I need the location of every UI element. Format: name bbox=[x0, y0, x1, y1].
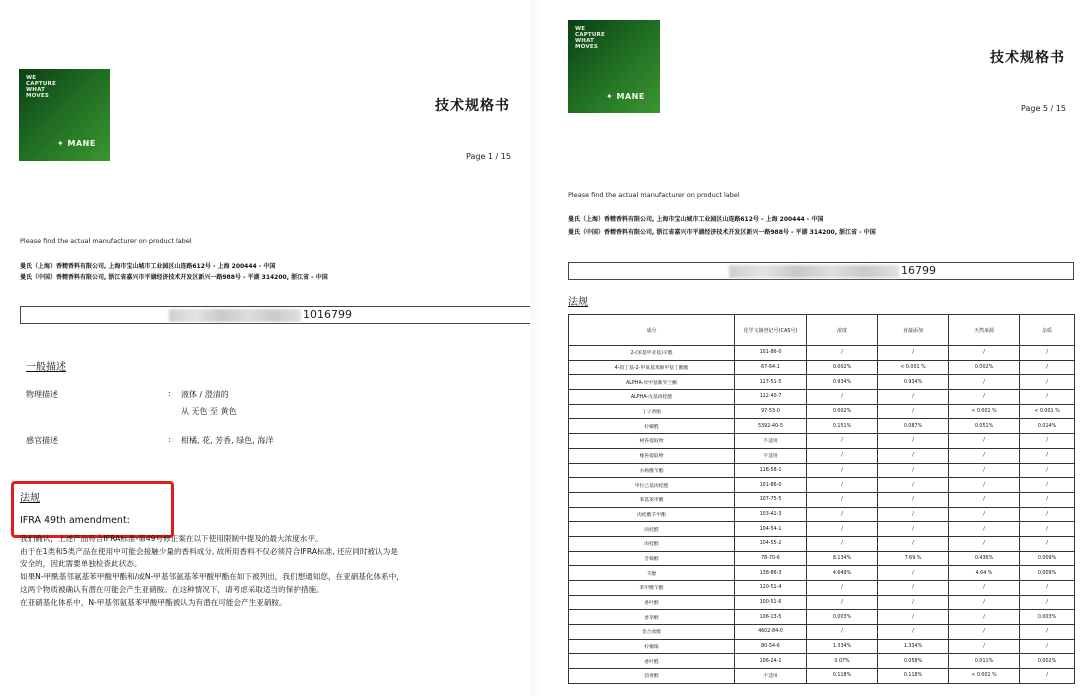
cell-natural: / bbox=[949, 375, 1020, 390]
cell-direct: / bbox=[878, 581, 949, 596]
cell-concentration: 8.134% bbox=[807, 551, 878, 566]
cell-impurity: / bbox=[1020, 492, 1075, 507]
cell-ingredient: ALPHA-异甲基紫罗兰酮 bbox=[569, 375, 735, 390]
cell-ingredient: 柠檬烯 bbox=[569, 639, 735, 654]
cell-cas: 5392-40-5 bbox=[735, 419, 807, 434]
sensory-value: 柑橘, 花, 芳香, 绿色, 海洋 bbox=[181, 436, 274, 445]
cell-natural: / bbox=[949, 610, 1020, 625]
cell-concentration: / bbox=[807, 463, 878, 478]
cell-concentration: / bbox=[807, 434, 878, 449]
cell-ingredient: 苯甲酸苄酯 bbox=[569, 581, 735, 596]
cell-direct: / bbox=[878, 390, 949, 405]
compliance-line-2: 由于在1类和5类产品在使用中可能会接触少量的香料成分, 故所用香料不仅必须符合IFRA标准, 还应同时被认为是 bbox=[20, 547, 398, 556]
cell-cas: 78-70-6 bbox=[735, 551, 807, 566]
manufacturer-note: Please find the actual manufacturer on product label bbox=[568, 191, 740, 199]
table-row bbox=[569, 390, 1075, 405]
cell-natural: / bbox=[949, 625, 1020, 640]
cell-impurity: / bbox=[1020, 669, 1075, 684]
cell-direct: / bbox=[878, 346, 949, 361]
cell-cas: 103-41-3 bbox=[735, 507, 807, 522]
cell-ingredient: 苄醇 bbox=[569, 566, 735, 581]
cell-concentration: / bbox=[807, 522, 878, 537]
cell-natural: / bbox=[949, 581, 1020, 596]
colon: : bbox=[168, 389, 171, 398]
table-row bbox=[569, 595, 1075, 610]
header-cas: 化学文摘登记号(CAS号) bbox=[735, 315, 807, 346]
table-row bbox=[569, 448, 1075, 463]
cell-concentration: 0.002% bbox=[807, 360, 878, 375]
header-direct-addition: 直接添加 bbox=[878, 315, 949, 346]
cell-cas: 106-13-5 bbox=[735, 610, 807, 625]
cell-impurity: / bbox=[1020, 390, 1075, 405]
cell-natural: < 0.001 % bbox=[949, 669, 1020, 684]
page-number: Page 5 / 15 bbox=[1021, 104, 1066, 113]
cell-natural: / bbox=[949, 463, 1020, 478]
regulation-heading: 法规 bbox=[568, 297, 588, 308]
cell-cas: 不适用 bbox=[735, 448, 807, 463]
cell-impurity: / bbox=[1020, 448, 1075, 463]
cell-natural: / bbox=[949, 390, 1020, 405]
redaction-blur bbox=[169, 309, 301, 322]
cell-direct: / bbox=[878, 448, 949, 463]
page-gutter bbox=[530, 0, 540, 696]
cell-ingredient: 肉桂酸苄甲酯 bbox=[569, 507, 735, 522]
cell-impurity: / bbox=[1020, 595, 1075, 610]
cell-impurity: 0.009% bbox=[1020, 566, 1075, 581]
cell-ingredient: 香叶醛 bbox=[569, 654, 735, 669]
cell-natural: 0.436% bbox=[949, 551, 1020, 566]
logo-brand: ✦ MANE bbox=[57, 139, 96, 148]
cell-ingredient: 金合欢醇 bbox=[569, 625, 735, 640]
cell-ingredient: 树苔提取物 bbox=[569, 434, 735, 449]
cell-concentration: / bbox=[807, 507, 878, 522]
cell-impurity: / bbox=[1020, 507, 1075, 522]
cell-direct: / bbox=[878, 478, 949, 493]
cell-direct: 1.334% bbox=[878, 639, 949, 654]
cell-concentration: 0.934% bbox=[807, 375, 878, 390]
table-row bbox=[569, 639, 1075, 654]
cell-direct: 0.934% bbox=[878, 375, 949, 390]
cell-impurity: / bbox=[1020, 536, 1075, 551]
product-code-box bbox=[20, 306, 530, 324]
cell-ingredient: 芳樟醇 bbox=[569, 551, 735, 566]
page-number: Page 1 / 15 bbox=[466, 152, 511, 161]
cell-ingredient: 甲位己基肉桂醛 bbox=[569, 478, 735, 493]
cell-concentration: 0.07% bbox=[807, 654, 878, 669]
cell-concentration: / bbox=[807, 492, 878, 507]
table-row bbox=[569, 610, 1075, 625]
cell-impurity: < 0.001 % bbox=[1020, 404, 1075, 419]
cell-direct: / bbox=[878, 404, 949, 419]
table-row bbox=[569, 434, 1075, 449]
cell-concentration: / bbox=[807, 536, 878, 551]
cell-direct: / bbox=[878, 522, 949, 537]
table-row bbox=[569, 360, 1075, 375]
cell-impurity: / bbox=[1020, 639, 1075, 654]
cell-impurity: / bbox=[1020, 522, 1075, 537]
cell-cas: 127-51-5 bbox=[735, 375, 807, 390]
cell-impurity: / bbox=[1020, 360, 1075, 375]
cell-cas: 138-86-3 bbox=[735, 566, 807, 581]
cell-impurity: / bbox=[1020, 463, 1075, 478]
product-code: 1016799 bbox=[303, 308, 352, 321]
table-row bbox=[569, 536, 1075, 551]
highlight-box bbox=[11, 481, 174, 538]
table-row bbox=[569, 507, 1075, 522]
cell-concentration: / bbox=[807, 581, 878, 596]
cell-cas: 不适用 bbox=[735, 669, 807, 684]
cell-cas: 97-53-0 bbox=[735, 404, 807, 419]
cell-concentration: 0.003% bbox=[807, 610, 878, 625]
cell-impurity: / bbox=[1020, 346, 1075, 361]
cell-direct: / bbox=[878, 610, 949, 625]
table-row bbox=[569, 463, 1075, 478]
product-code: 16799 bbox=[901, 264, 936, 277]
table-row bbox=[569, 375, 1075, 390]
header-ingredient: 成分 bbox=[569, 315, 735, 346]
cell-ingredient: 香茅醇 bbox=[569, 610, 735, 625]
physical-value-2: 从 无色 至 黄色 bbox=[181, 407, 237, 416]
cell-direct: 0.058% bbox=[878, 654, 949, 669]
cell-concentration: 0.118% bbox=[807, 669, 878, 684]
cell-natural: / bbox=[949, 522, 1020, 537]
cell-natural: / bbox=[949, 492, 1020, 507]
cell-natural: / bbox=[949, 536, 1020, 551]
cell-direct: / bbox=[878, 566, 949, 581]
regulation-table bbox=[568, 314, 1075, 684]
cell-direct: / bbox=[878, 507, 949, 522]
cell-ingredient: 茴香醇 bbox=[569, 669, 735, 684]
ifra-amendment: IFRA 49th amendment: bbox=[20, 515, 130, 526]
table-row bbox=[569, 669, 1075, 684]
table-header-row bbox=[569, 315, 1075, 346]
cell-concentration: 0.002% bbox=[807, 404, 878, 419]
cell-cas: 101-86-0 bbox=[735, 478, 807, 493]
regulation-heading: 法规 bbox=[20, 493, 40, 504]
compliance-line-6: 在亚硝基化体系中，N-甲基邻氨基苯甲酸甲酯被认为有潜在可能会产生亚硝胺。 bbox=[20, 598, 287, 607]
cell-ingredient: 水杨酸苄酯 bbox=[569, 463, 735, 478]
cell-concentration: 1.334% bbox=[807, 639, 878, 654]
cell-cas: 122-40-7 bbox=[735, 390, 807, 405]
header-concentration: 浓度 bbox=[807, 315, 878, 346]
cell-ingredient: 柠檬醛 bbox=[569, 419, 735, 434]
cell-ingredient: 香叶醇 bbox=[569, 595, 735, 610]
table-row bbox=[569, 625, 1075, 640]
compliance-line-1: 我们确认，上述产品符合IFRA标准-第49号修正案在以下使用限制中提及的最大浓度水平。 bbox=[20, 534, 323, 543]
cell-ingredient: 4-叔丁基-2-甲氧基苯酚甲基丁酸酯 bbox=[569, 360, 735, 375]
cell-natural: / bbox=[949, 639, 1020, 654]
cell-cas: 106-24-1 bbox=[735, 654, 807, 669]
table-row bbox=[569, 492, 1075, 507]
cell-impurity: 0.003% bbox=[1020, 610, 1075, 625]
table-row bbox=[569, 404, 1075, 419]
cell-cas: 104-55-2 bbox=[735, 536, 807, 551]
cell-impurity: 0.009% bbox=[1020, 551, 1075, 566]
address-line-2: 曼氏（中国）香精香料有限公司, 浙江省嘉兴市平湖经济技术开发区新兴一路988号 - 平湖 314200, 浙江省 - 中国 bbox=[568, 229, 876, 236]
table-row bbox=[569, 522, 1075, 537]
cell-direct: / bbox=[878, 492, 949, 507]
cell-direct: / bbox=[878, 463, 949, 478]
table-row bbox=[569, 346, 1075, 361]
address-line-2: 曼氏（中国）香精香料有限公司, 浙江省嘉兴市平湖经济技术开发区新兴一路988号 - 平湖 314200, 浙江省 - 中国 bbox=[20, 274, 328, 281]
table-row bbox=[569, 419, 1075, 434]
document-title: 技术规格书 bbox=[435, 98, 510, 114]
table-row bbox=[569, 654, 1075, 669]
cell-concentration: 4.649% bbox=[807, 566, 878, 581]
cell-ingredient: 橡苔提取物 bbox=[569, 448, 735, 463]
redaction-blur bbox=[729, 265, 899, 278]
cell-direct: 0.087% bbox=[878, 419, 949, 434]
cell-cas: 118-58-1 bbox=[735, 463, 807, 478]
cell-concentration: / bbox=[807, 478, 878, 493]
compliance-line-4: 如果N-甲酰基邻氨基苯甲酸甲酯和/或N-甲基邻氨基苯甲酸甲酯在如下被列出，我们想通知您，在亚硝基化体系中， bbox=[20, 572, 404, 581]
cell-impurity: / bbox=[1020, 375, 1075, 390]
cell-cas: 4602-84-0 bbox=[735, 625, 807, 640]
mane-logo bbox=[568, 20, 660, 113]
cell-cas: 101-86-0 bbox=[735, 346, 807, 361]
physical-description-label: 物理描述 bbox=[26, 390, 58, 399]
cell-cas: 107-75-5 bbox=[735, 492, 807, 507]
cell-direct: 0.118% bbox=[878, 669, 949, 684]
address-line-1: 曼氏（上海）香精香料有限公司, 上海市宝山城市工业园区山连路612号 - 上海 200444 - 中国 bbox=[20, 263, 276, 270]
cell-ingredient: 丁子香酚 bbox=[569, 404, 735, 419]
cell-direct: / bbox=[878, 595, 949, 610]
address-line-1: 曼氏（上海）香精香料有限公司, 上海市宝山城市工业园区山连路612号 - 上海 200444 - 中国 bbox=[568, 216, 824, 223]
cell-natural: / bbox=[949, 478, 1020, 493]
colon: : bbox=[168, 435, 171, 444]
mane-logo bbox=[19, 69, 110, 161]
cell-direct: / bbox=[878, 434, 949, 449]
cell-cas: 120-51-4 bbox=[735, 581, 807, 596]
cell-natural: 0.051% bbox=[949, 419, 1020, 434]
header-natural-source: 天然来源 bbox=[949, 315, 1020, 346]
physical-value-1: 液体 / 澄清的 bbox=[181, 390, 229, 399]
cell-natural: / bbox=[949, 346, 1020, 361]
cell-impurity: / bbox=[1020, 478, 1075, 493]
cell-direct: / bbox=[878, 625, 949, 640]
cell-concentration: 0.151% bbox=[807, 419, 878, 434]
cell-direct: 7.69 % bbox=[878, 551, 949, 566]
table-row bbox=[569, 551, 1075, 566]
table-row bbox=[569, 478, 1075, 493]
sensory-description-label: 感官描述 bbox=[26, 436, 58, 445]
cell-cas: 100-51-6 bbox=[735, 595, 807, 610]
cell-direct: / bbox=[878, 536, 949, 551]
compliance-line-3: 安全的，因此需要单独检查此状态。 bbox=[20, 559, 142, 568]
logo-brand: ✦ MANE bbox=[606, 92, 645, 101]
cell-natural: 0.011% bbox=[949, 654, 1020, 669]
cell-natural: 4.64 % bbox=[949, 566, 1020, 581]
cell-ingredient: ALPHA-戊基肉桂醛 bbox=[569, 390, 735, 405]
cell-ingredient: 苯基苯甲酸 bbox=[569, 492, 735, 507]
product-code-box bbox=[568, 262, 1074, 280]
cell-cas: 不适用 bbox=[735, 434, 807, 449]
cell-cas: 104-54-1 bbox=[735, 522, 807, 537]
cell-ingredient: 2-(苯基甲亚基)辛醛 bbox=[569, 346, 735, 361]
logo-tagline: WE CAPTURE WHAT MOVES bbox=[575, 26, 605, 50]
compliance-line-5: 这两个物质被确认有潜在可能会产生亚硝胺。在这种情况下，请考虑采取适当的保护措施。 bbox=[20, 585, 324, 594]
cell-impurity: / bbox=[1020, 434, 1075, 449]
cell-concentration: / bbox=[807, 390, 878, 405]
cell-concentration: / bbox=[807, 595, 878, 610]
document-title: 技术规格书 bbox=[990, 50, 1065, 66]
cell-natural: 0.002% bbox=[949, 360, 1020, 375]
cell-impurity: / bbox=[1020, 625, 1075, 640]
cell-ingredient: 肉桂醛 bbox=[569, 522, 735, 537]
manufacturer-note: Please find the actual manufacturer on product label bbox=[20, 237, 192, 245]
cell-natural: / bbox=[949, 448, 1020, 463]
cell-ingredient: 肉桂醇 bbox=[569, 536, 735, 551]
cell-direct: < 0.001 % bbox=[878, 360, 949, 375]
cell-natural: / bbox=[949, 595, 1020, 610]
cell-natural: < 0.001 % bbox=[949, 404, 1020, 419]
cell-concentration: / bbox=[807, 448, 878, 463]
header-impurity: 杂质 bbox=[1020, 315, 1075, 346]
document-page-5 bbox=[540, 0, 1080, 696]
cell-natural: / bbox=[949, 507, 1020, 522]
cell-cas: 67-64-1 bbox=[735, 360, 807, 375]
cell-concentration: / bbox=[807, 625, 878, 640]
table-row bbox=[569, 566, 1075, 581]
logo-tagline: WE CAPTURE WHAT MOVES bbox=[26, 75, 56, 99]
cell-concentration: / bbox=[807, 346, 878, 361]
cell-natural: / bbox=[949, 434, 1020, 449]
table-row bbox=[569, 581, 1075, 596]
cell-impurity: 0.014% bbox=[1020, 419, 1075, 434]
general-description-heading: 一般描述 bbox=[26, 362, 66, 373]
document-page-1 bbox=[0, 0, 530, 696]
cell-impurity: 0.002% bbox=[1020, 654, 1075, 669]
cell-cas: 80-54-6 bbox=[735, 639, 807, 654]
cell-impurity: / bbox=[1020, 581, 1075, 596]
